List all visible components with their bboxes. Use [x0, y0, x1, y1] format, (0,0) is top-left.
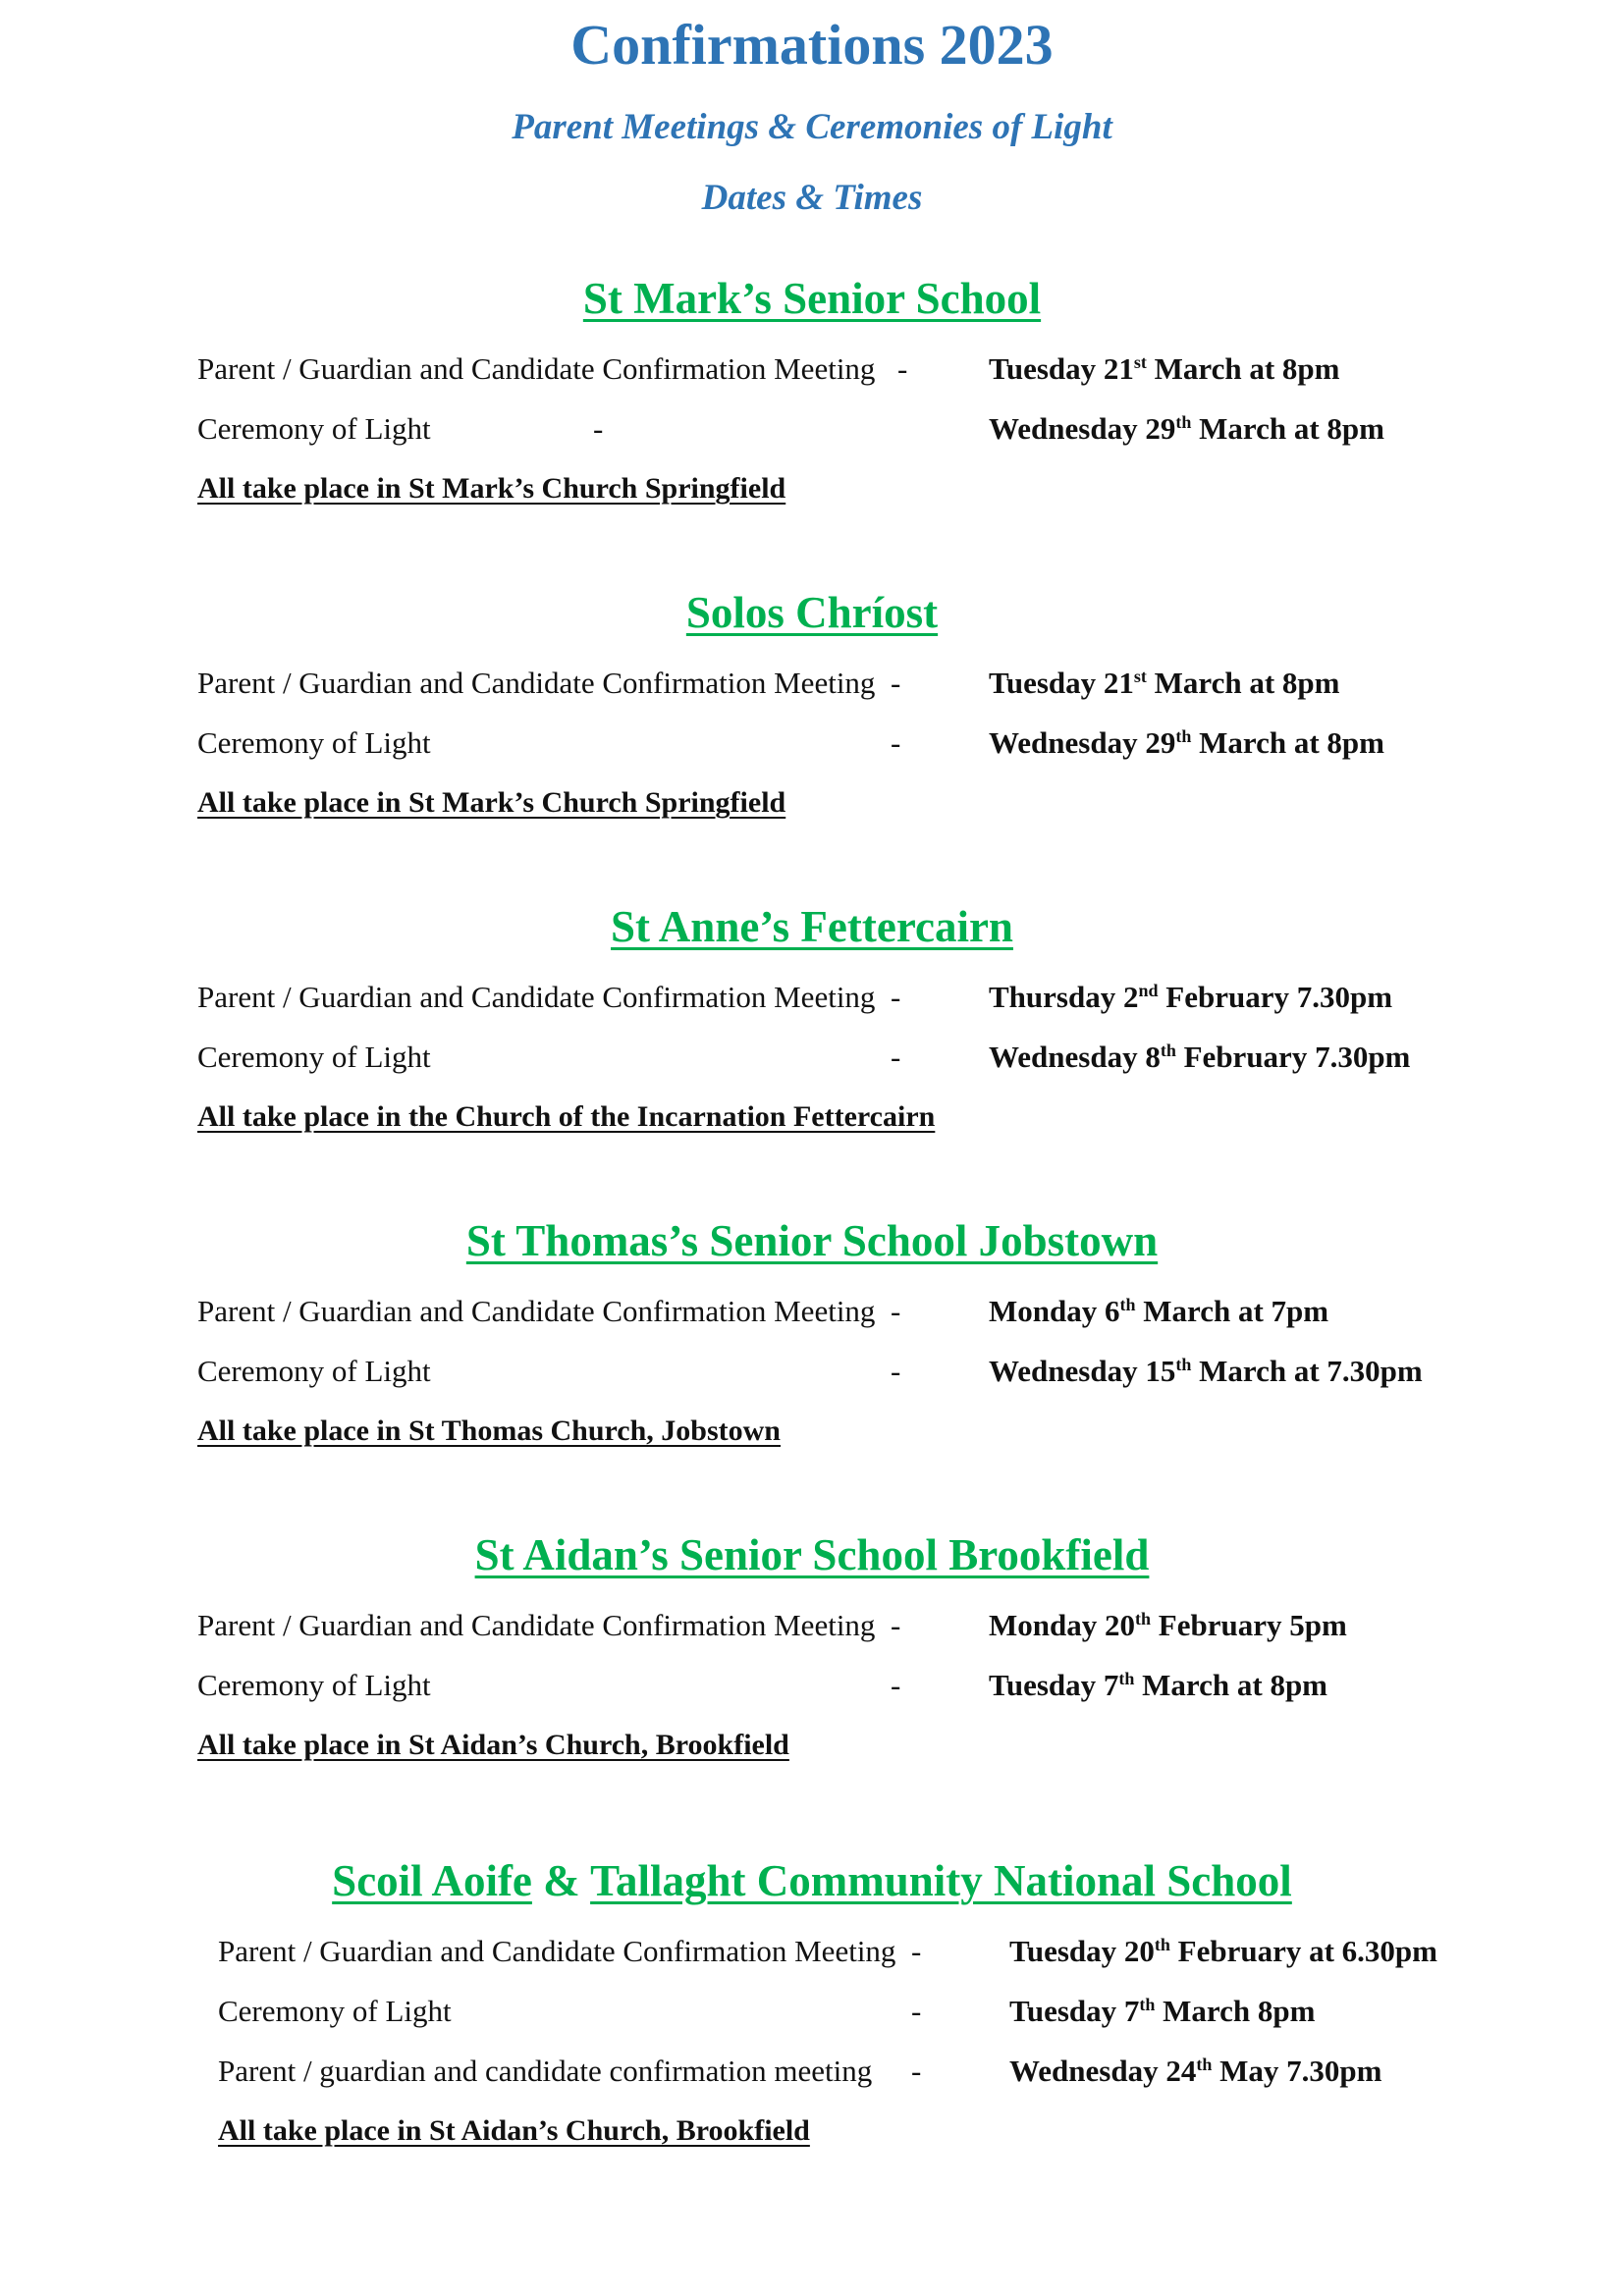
venue-note: All take place in St Aidan’s Church, Brookfield: [197, 1729, 789, 1761]
schedule-row: [218, 2050, 1494, 2093]
event-label: Parent / Guardian and Candidate Confirmation Meeting: [197, 1294, 876, 1328]
separator-dash: -: [891, 1668, 901, 1702]
event-label: Parent / Guardian and Candidate Confirmation Meeting: [197, 351, 876, 386]
section-heading-st-annes: St Anne’s Fettercairn: [611, 902, 1013, 951]
event-date: Tuesday 7th March at 8pm: [989, 1668, 1328, 1702]
section-heading-st-aidans: St Aidan’s Senior School Brookfield: [474, 1530, 1150, 1579]
event-date: Wednesday 24th May 7.30pm: [1009, 2054, 1382, 2088]
section-heading-st-thomas: St Thomas’s Senior School Jobstown: [465, 1216, 1159, 1265]
event-date: Thursday 2nd February 7.30pm: [989, 980, 1393, 1014]
event-date: Tuesday 21st March at 8pm: [989, 666, 1340, 700]
separator-dash: -: [911, 1934, 922, 1968]
event-date: Wednesday 29th March at 8pm: [989, 725, 1384, 760]
venue-note: All take place in St Mark’s Church Springfield: [197, 786, 786, 819]
event-label: Ceremony of Light: [197, 1668, 431, 1702]
separator-dash: -: [891, 666, 901, 700]
event-label: Parent / Guardian and Candidate Confirmation Meeting: [197, 980, 876, 1014]
schedule-row: [218, 1930, 1494, 1973]
venue-note: All take place in St Aidan’s Church, Brookfield: [218, 2114, 810, 2147]
schedule-row: [218, 1990, 1494, 2033]
separator-dash: -: [891, 980, 901, 1014]
section-heading-solos-chriost: Solos Chríost: [685, 588, 939, 637]
separator-dash: -: [911, 1994, 922, 2028]
event-date: Wednesday 15th March at 7.30pm: [989, 1354, 1423, 1388]
separator-dash: -: [897, 351, 908, 386]
event-label: Parent / Guardian and Candidate Confirmation Meeting: [197, 666, 876, 700]
event-date: Monday 6th March at 7pm: [989, 1294, 1329, 1328]
section-heading-st-marks: St Mark’s Senior School: [582, 274, 1042, 323]
event-label: Ceremony of Light: [197, 725, 431, 760]
event-date: Tuesday 21st March at 8pm: [989, 351, 1340, 386]
schedule-row: [197, 1290, 1474, 1333]
event-label: Ceremony of Light: [197, 1040, 431, 1074]
schedule-row: [197, 1350, 1474, 1393]
page-subtitle-dates: Dates & Times: [701, 178, 923, 218]
event-label: Parent / Guardian and Candidate Confirmation Meeting: [197, 1608, 876, 1642]
event-label: Ceremony of Light: [197, 1354, 431, 1388]
event-label: Ceremony of Light: [218, 1994, 452, 2028]
event-label: Parent / guardian and candidate confirmation meeting: [218, 2054, 873, 2088]
separator-dash: -: [891, 1354, 901, 1388]
venue-note: All take place in St Mark’s Church Springfield: [197, 472, 786, 505]
schedule-row: [197, 407, 1474, 451]
venue-note: All take place in the Church of the Incarnation Fettercairn: [197, 1100, 936, 1133]
separator-dash: -: [891, 1608, 901, 1642]
separator-dash: -: [593, 411, 604, 446]
event-date: Wednesday 8th February 7.30pm: [989, 1040, 1411, 1074]
schedule-row: [197, 662, 1474, 705]
separator-dash: -: [891, 1040, 901, 1074]
event-label: Parent / Guardian and Candidate Confirmation Meeting: [218, 1934, 896, 1968]
schedule-row: [197, 976, 1474, 1019]
separator-dash: -: [891, 725, 901, 760]
section-heading-scoil-aoife-tallaght: Scoil Aoife & Tallaght Community National School: [332, 1856, 1292, 1905]
separator-dash: -: [891, 1294, 901, 1328]
page-title: Confirmations 2023: [570, 13, 1054, 77]
event-date: Wednesday 29th March at 8pm: [989, 411, 1384, 446]
venue-note: All take place in St Thomas Church, Jobstown: [197, 1415, 781, 1447]
event-date: Tuesday 20th February at 6.30pm: [1009, 1934, 1437, 1968]
page-subtitle: Parent Meetings & Ceremonies of Light: [512, 107, 1112, 147]
schedule-row: [197, 1664, 1474, 1707]
event-label: Ceremony of Light: [197, 411, 431, 446]
event-date: Tuesday 7th March 8pm: [1009, 1994, 1316, 2028]
schedule-row: [197, 1604, 1474, 1647]
schedule-row: [197, 347, 1474, 391]
schedule-row: [197, 1036, 1474, 1079]
event-date: Monday 20th February 5pm: [989, 1608, 1347, 1642]
separator-dash: -: [911, 2054, 922, 2088]
schedule-row: [197, 721, 1474, 765]
